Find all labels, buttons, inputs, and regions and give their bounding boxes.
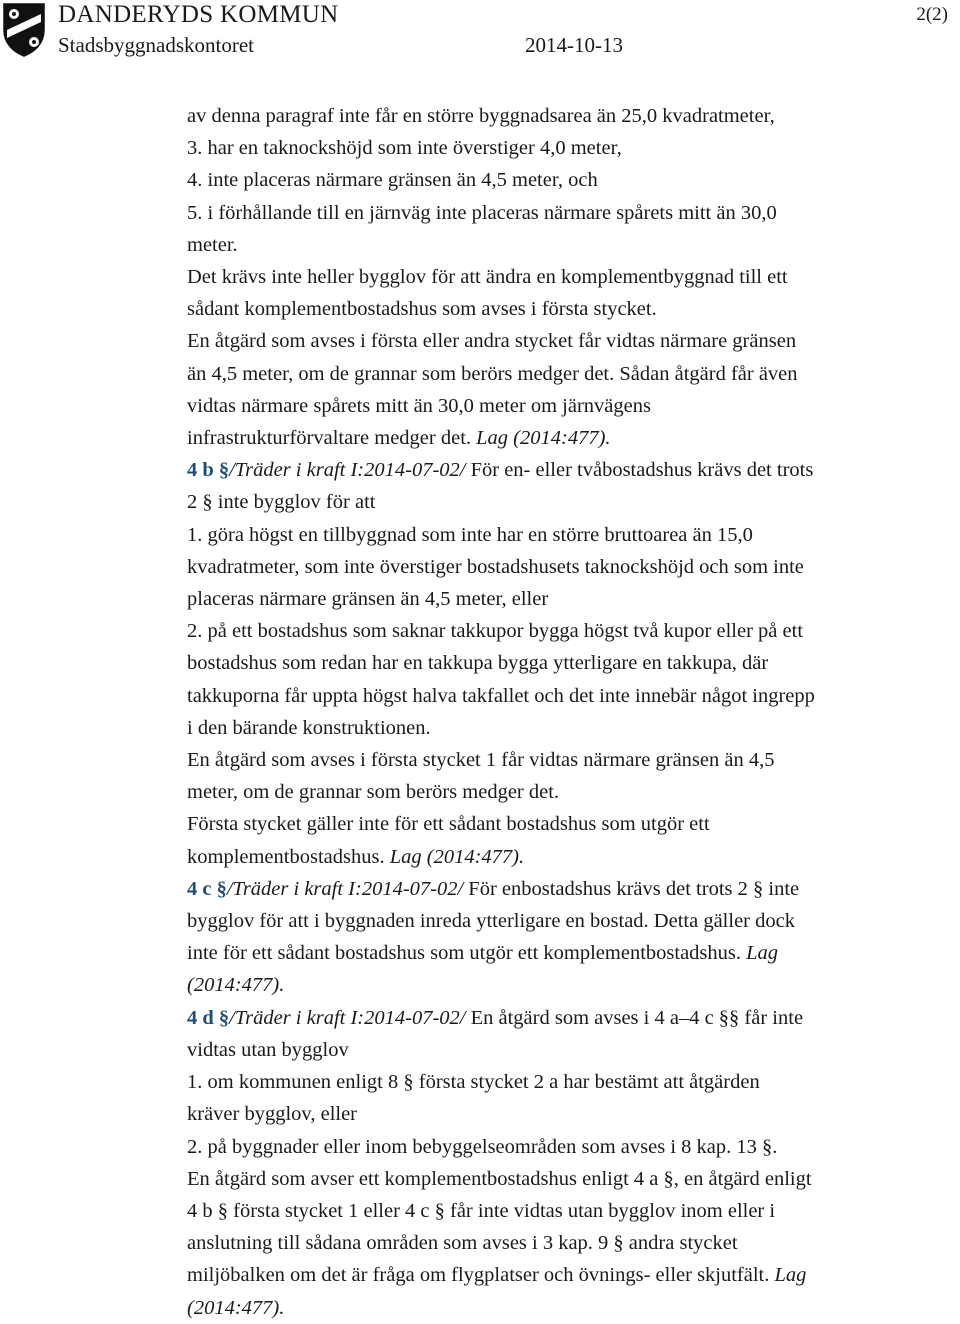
organization-unit: Stadsbyggnadskontoret (58, 33, 254, 57)
text-line (187, 454, 947, 486)
text-line (187, 583, 947, 615)
text-line (187, 680, 947, 712)
text-segment: En åtgärd som avses i 4 a–4 c §§ får inte (465, 1006, 804, 1029)
text-segment: placeras närmare gränsen än 4,5 meter, eller (187, 588, 549, 611)
text-line (187, 486, 947, 518)
text-segment: 1. om kommunen enligt 8 § första stycket 2 a har bestämt att åtgärden (187, 1071, 760, 1094)
municipality-coat-of-arms-icon (2, 2, 46, 58)
text-segment: 2 § inte bygglov för att (187, 491, 376, 514)
text-line (187, 1292, 947, 1324)
text-line (187, 1002, 947, 1034)
text-line (187, 744, 947, 776)
text-line (187, 325, 947, 357)
section-reference: 4 d (187, 1006, 219, 1029)
text-segment: För enbostadshus krävs det trots 2 § inte (463, 877, 800, 900)
text-line (187, 937, 947, 969)
effective-date-note: /Träder i kraft I:2014-07-02/ (226, 877, 464, 900)
text-segment: komplementbostadshus. (187, 845, 390, 868)
effective-date-note: /Träder i kraft I:2014-07-02/ (229, 459, 466, 482)
text-line (187, 615, 947, 647)
text-line (187, 132, 947, 164)
text-line (187, 100, 947, 132)
text-segment: kvadratmeter, som inte överstiger bostadshusets taknockshöjd och som inte (187, 555, 804, 578)
text-line (187, 229, 947, 261)
text-segment: 4. inte placeras närmare gränsen än 4,5 meter, och (187, 169, 598, 192)
effective-date-note: /Träder i kraft I:2014-07-02/ (229, 1006, 466, 1029)
text-segment: Det krävs inte heller bygglov för att ändra en komplementbyggnad till ett (187, 266, 788, 289)
text-line (187, 358, 947, 390)
law-citation: Lag (746, 942, 779, 965)
text-line (187, 905, 947, 937)
text-segment: 1. göra högst en tillbyggnad som inte har en större bruttoarea än 15,0 (187, 523, 753, 546)
law-citation: (2014:477). (187, 974, 285, 997)
text-line (187, 808, 947, 840)
document-header (0, 0, 960, 62)
text-segment: miljöbalken om det är fråga om flygplatser och övnings- eller skjutfält. (187, 1264, 775, 1287)
text-line (187, 1034, 947, 1066)
text-segment: av denna paragraf inte får en större byggnadsarea än 25,0 kvadratmeter, (187, 105, 775, 127)
text-segment: inte för ett sådant bostadshus som utgör ett komplementbostadshus. (187, 942, 747, 965)
text-segment: vidtas utan bygglov (187, 1038, 349, 1061)
text-segment: 3. har en taknockshöjd som inte överstiger 4,0 meter, (187, 137, 622, 160)
text-segment: i den bärande konstruktionen. (187, 716, 431, 739)
text-line (187, 712, 947, 744)
text-line (187, 261, 947, 293)
text-segment: En åtgärd som avser ett komplementbostadshus enligt 4 a §, en åtgärd enligt (187, 1167, 812, 1190)
organization-name: DANDERYDS KOMMUN (58, 1, 339, 28)
text-segment: kräver bygglov, eller (187, 1103, 358, 1126)
text-segment: meter. (187, 233, 238, 256)
text-segment: 2. på ett bostadshus som saknar takkupor bygga högst två kupor eller på ett (187, 620, 804, 643)
text-segment: takkuporna får uppta högst halva takfallet och det inte innebär något ingrepp (187, 684, 815, 707)
text-segment: 2. på byggnader eller inom bebyggelseområden som avses i 8 kap. 13 §. (187, 1135, 778, 1158)
text-line (187, 519, 947, 551)
text-segment: bostadshus som redan har en takkupa bygga ytterligare en takkupa, där (187, 652, 769, 675)
text-line (187, 551, 947, 583)
text-line (187, 873, 947, 905)
text-line (187, 1098, 947, 1130)
text-line (187, 1195, 947, 1227)
law-citation: Lag (2014:477). (476, 427, 611, 450)
text-segment: En åtgärd som avses i första stycket 1 får vidtas närmare gränsen än 4,5 (187, 749, 775, 772)
section-reference: § (218, 1006, 230, 1029)
text-line (187, 1163, 947, 1195)
text-line (187, 197, 947, 229)
text-segment: 4 b § första stycket 1 eller 4 c § får inte vidtas utan bygglov inom eller i (187, 1199, 776, 1222)
document-body (187, 100, 947, 1324)
text-segment: än 4,5 meter, om de grannar som berörs medger det. Sådan åtgärd får även (187, 362, 798, 385)
section-reference: 4 b (187, 459, 219, 482)
text-line (187, 1227, 947, 1259)
text-line (187, 969, 947, 1001)
page-number: 2(2) (916, 4, 948, 25)
text-segment: Första stycket gäller inte för ett sådant bostadshus som utgör ett (187, 813, 710, 836)
text-line (187, 647, 947, 679)
text-line (187, 1259, 947, 1291)
text-line (187, 1066, 947, 1098)
text-segment: infrastrukturförvaltare medger det. (187, 427, 477, 450)
text-line (187, 1131, 947, 1163)
section-reference: 4 c (187, 877, 217, 900)
text-segment: sådant komplementbostadshus som avses i första stycket. (187, 298, 657, 321)
text-segment: bygglov för att i byggnaden inreda ytterligare en bostad. Detta gäller dock (187, 910, 795, 933)
text-line (187, 293, 947, 325)
document-date: 2014-10-13 (525, 33, 623, 57)
text-segment: meter, om de grannar som berörs medger det. (187, 781, 560, 804)
text-line (187, 164, 947, 196)
text-line (187, 422, 947, 454)
law-citation: (2014:477). (187, 1296, 285, 1319)
section-reference: § (216, 877, 227, 900)
law-citation: Lag (2014:477). (389, 845, 525, 868)
text-segment: För en- eller tvåbostadshus krävs det trots (465, 459, 814, 482)
text-segment: anslutning till sådana områden som avses i 3 kap. 9 § andra stycket (187, 1232, 738, 1255)
text-segment: 5. i förhållande till en järnväg inte placeras närmare spårets mitt än 30,0 (187, 201, 777, 224)
text-segment: En åtgärd som avses i första eller andra stycket får vidtas närmare gränsen (187, 330, 797, 353)
text-segment: vidtas närmare spårets mitt än 30,0 meter om järnvägens (187, 394, 651, 417)
text-line (187, 390, 947, 422)
text-line (187, 776, 947, 808)
text-line (187, 841, 947, 873)
law-citation: Lag (774, 1264, 807, 1287)
section-reference: § (218, 459, 230, 482)
